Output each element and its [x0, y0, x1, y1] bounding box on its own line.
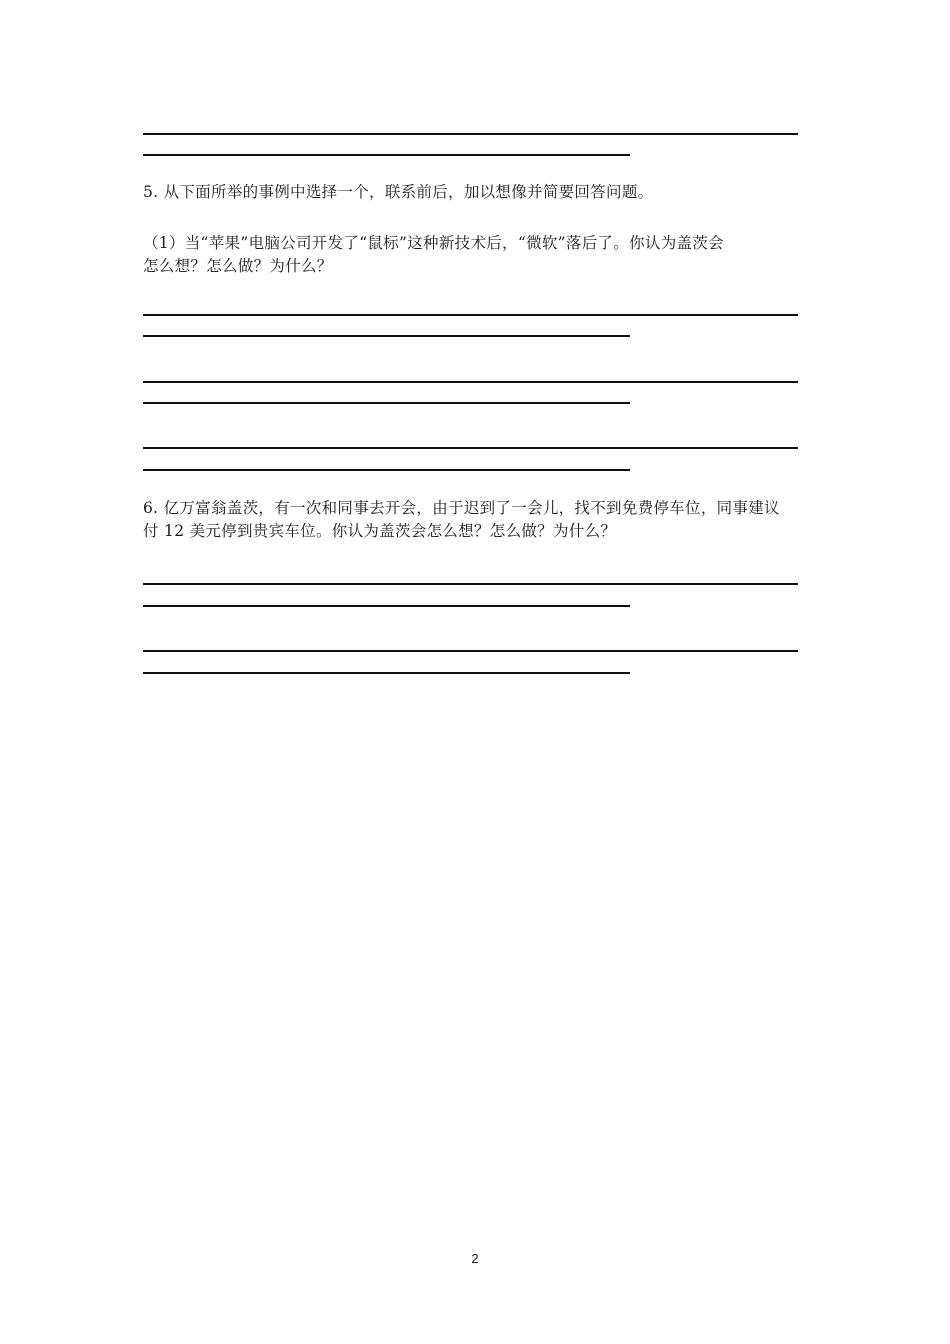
answer-line — [143, 335, 630, 337]
answer-line — [143, 469, 630, 471]
answer-line — [143, 583, 798, 585]
answer-line — [143, 381, 798, 383]
page-number: 2 — [471, 1251, 479, 1266]
answer-line — [143, 650, 798, 652]
answer-line — [143, 672, 630, 674]
question-5-sub1-line1: （1）当“苹果”电脑公司开发了“鼠标”这种新技术后，“微软”落后了。你认为盖茨会 — [143, 234, 724, 252]
question-6-line2: 付 12 美元停到贵宾车位。你认为盖茨会怎么想？怎么做？为什么？ — [143, 522, 617, 540]
question-6-line1: 6. 亿万富翁盖茨，有一次和同事去开会，由于迟到了一会儿，找不到免费停车位，同事建议 — [143, 499, 780, 517]
question-5-prompt: 5. 从下面所举的事例中选择一个，联系前后，加以想像并简要回答问题。 — [143, 183, 654, 201]
answer-line — [143, 447, 798, 449]
answer-line — [143, 402, 630, 404]
answer-line — [143, 605, 630, 607]
answer-line — [143, 314, 798, 316]
question-5-sub1-line2: 怎么想？怎么做？为什么？ — [143, 257, 333, 275]
answer-line — [143, 154, 630, 156]
answer-line — [143, 133, 798, 135]
